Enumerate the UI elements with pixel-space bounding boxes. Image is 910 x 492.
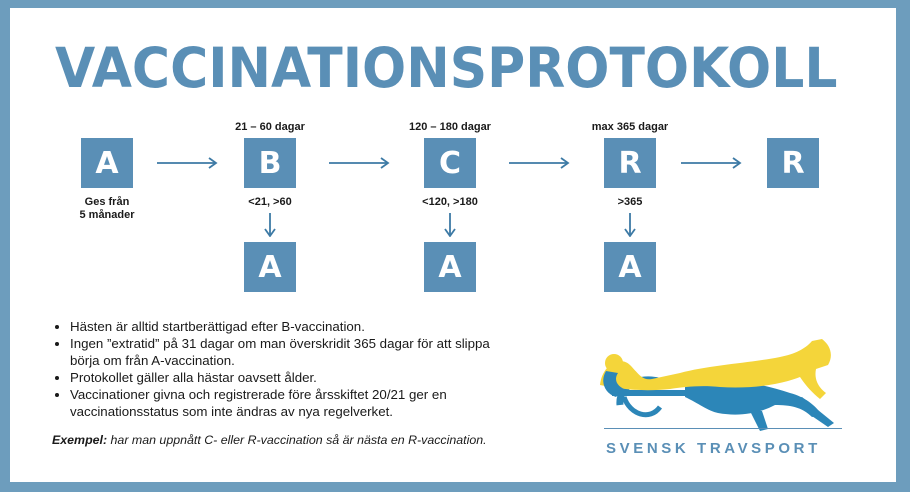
- box-c: C: [424, 138, 476, 188]
- arrow-down-icon: [443, 213, 457, 237]
- example-note: [52, 433, 487, 447]
- fail-condition-r: >365: [617, 196, 643, 208]
- list-item: • Protokollet gäller alla hästar oavsett ålder.: [70, 369, 522, 386]
- interval-label-r: max 365 dagar: [591, 121, 669, 133]
- box-r: R: [604, 138, 656, 188]
- list-item: • Vaccinationer givna och registrerade före årsskiftet 20/21 ger en vaccinationsstatus som inte ändras av nya regelverket.: [70, 386, 522, 420]
- box-b: B: [244, 138, 296, 188]
- interval-label-c: 120 – 180 dagar: [409, 121, 491, 133]
- arrow-right-icon: [509, 156, 571, 170]
- interval-label-b: 21 – 60 dagar: [235, 121, 305, 133]
- box-a-start: A: [81, 138, 133, 188]
- arrow-right-icon: [329, 156, 391, 170]
- box-a-fallback-c: A: [424, 242, 476, 292]
- start-note-line1: Ges från: [84, 196, 130, 208]
- page-title: VACCINATIONSPROTOKOLL: [55, 36, 838, 100]
- fail-condition-b: <21, >60: [248, 196, 292, 208]
- trotting-horse-logo-icon: [590, 335, 860, 435]
- list-item: • Hästen är alltid startberättigad efter B-vaccination.: [70, 318, 522, 335]
- box-a-fallback-r: A: [604, 242, 656, 292]
- box-r-repeat: R: [767, 138, 819, 188]
- box-a-fallback-b: A: [244, 242, 296, 292]
- rules-list: [52, 318, 522, 420]
- arrow-down-icon: [623, 213, 637, 237]
- brand-name: SVENSK TRAVSPORT: [606, 440, 821, 457]
- arrow-right-icon: [681, 156, 743, 170]
- arrow-right-icon: [157, 156, 219, 170]
- list-item: • Ingen ”extratid” på 31 dagar om man överskridit 365 dagar för att slippa börja om från A-vaccination.: [70, 335, 522, 369]
- fail-condition-c: <120, >180: [422, 196, 478, 208]
- arrow-down-icon: [263, 213, 277, 237]
- start-note-line2: 5 månader: [79, 209, 135, 221]
- example-label: Exempel:: [52, 433, 108, 447]
- example-text: har man uppnått C- eller R-vaccination så är nästa en R-vaccination.: [107, 433, 487, 447]
- brand-divider: [604, 428, 842, 429]
